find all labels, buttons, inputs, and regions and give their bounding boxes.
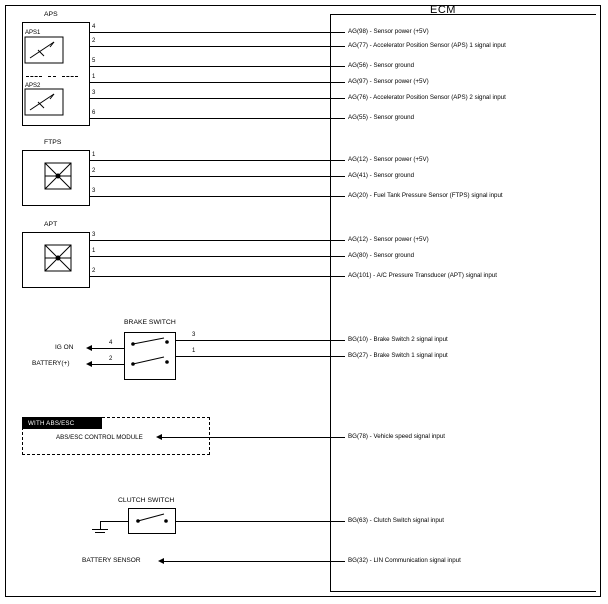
signal-desc-12: Brake Switch 2 signal input <box>373 336 448 343</box>
pin-aps1-5: 5 <box>92 58 96 64</box>
signal-code-3: AG(97) <box>348 78 368 85</box>
signal-label-15: BG(63) - Clutch Switch signal input <box>348 517 444 524</box>
terminal-bg78 <box>340 437 345 438</box>
clutch-ground-bar-1 <box>92 529 108 530</box>
ftps-sensor-symbol <box>44 162 78 194</box>
signal-code-1: AG(77) <box>348 42 368 49</box>
pin-brake-4: 4 <box>109 340 113 346</box>
wire-clutch-left <box>100 521 128 522</box>
terminal-ag20 <box>340 196 345 197</box>
wire-ag20 <box>90 196 340 197</box>
wire-ag56 <box>90 66 340 67</box>
signal-desc-2: Sensor ground <box>373 62 415 69</box>
signal-label-5: AG(55) - Sensor ground <box>348 114 415 121</box>
signal-desc-4: Accelerator Position Sensor (APS) 2 signal input <box>373 94 506 101</box>
ecm-title: ECM <box>430 4 456 16</box>
signal-label-7: AG(41) - Sensor ground <box>348 172 415 179</box>
signal-code-7: AG(41) <box>348 172 368 179</box>
signal-label-8: AG(20) - Fuel Tank Pressure Sensor (FTPS) signal input <box>348 192 503 199</box>
signal-code-11: AG(101) <box>348 272 372 279</box>
signal-desc-13: Brake Switch 1 signal input <box>373 352 448 359</box>
signal-label-16: BG(32) - LIN Communication signal input <box>348 557 461 564</box>
aps-dash-2 <box>48 76 56 77</box>
terminal-ag12-apt <box>340 240 345 241</box>
terminal-ag55 <box>340 118 345 119</box>
terminal-bg63 <box>340 521 345 522</box>
group-label-aps: APS <box>44 11 58 18</box>
label-abs-esc-module: ABS/ESC CONTROL MODULE <box>56 434 143 441</box>
wire-ag12-apt <box>90 240 340 241</box>
wire-bg32 <box>164 561 340 562</box>
pin-apt-3: 3 <box>92 232 96 238</box>
signal-code-10: AG(80) <box>348 252 368 259</box>
label-battery-plus: BATTERY(+) <box>32 360 70 367</box>
aps-dash-1 <box>26 76 42 77</box>
signal-desc-5: Sensor ground <box>373 114 415 121</box>
wire-ag80 <box>90 256 340 257</box>
pin-apt-1: 1 <box>92 248 96 254</box>
wire-ag77 <box>90 46 340 47</box>
signal-label-3: AG(97) - Sensor power (+5V) <box>348 78 429 85</box>
signal-desc-7: Sensor ground <box>373 172 415 179</box>
signal-desc-9: Sensor power (+5V) <box>373 236 429 243</box>
pin-aps2-3: 3 <box>92 90 96 96</box>
signal-desc-11: A/C Pressure Transducer (APT) signal input <box>376 272 497 279</box>
wire-bg10 <box>176 340 340 341</box>
group-label-apt: APT <box>44 221 58 228</box>
pin-ftps-2: 2 <box>92 168 96 174</box>
signal-desc-3: Sensor power (+5V) <box>373 78 429 85</box>
terminal-ag41 <box>340 176 345 177</box>
signal-code-12: BG(10) <box>348 336 368 343</box>
signal-desc-15: Clutch Switch signal input <box>373 517 444 524</box>
signal-code-9: AG(12) <box>348 236 368 243</box>
pin-brake-3: 3 <box>192 332 196 338</box>
signal-label-10: AG(80) - Sensor ground <box>348 252 415 259</box>
signal-label-9: AG(12) - Sensor power (+5V) <box>348 236 429 243</box>
clutch-ground-bar-2 <box>95 532 105 533</box>
wire-bg27 <box>176 356 340 357</box>
terminal-ag97 <box>340 82 345 83</box>
signal-desc-1: Accelerator Position Sensor (APS) 1 signal input <box>373 42 506 49</box>
terminal-ag98 <box>340 32 345 33</box>
pin-brake-1: 1 <box>192 348 196 354</box>
terminal-bg32 <box>340 561 345 562</box>
group-label-brake-switch: BRAKE SWITCH <box>124 319 176 326</box>
group-label-ftps: FTPS <box>44 139 62 146</box>
terminal-ag101 <box>340 276 345 277</box>
signal-desc-8: Fuel Tank Pressure Sensor (FTPS) signal input <box>373 192 503 199</box>
aps-dash-3 <box>62 76 78 77</box>
wire-bg78 <box>162 437 340 438</box>
terminal-ag12-ftps <box>340 160 345 161</box>
arrow-ig-on <box>86 345 92 351</box>
pin-ftps-1: 1 <box>92 152 96 158</box>
signal-code-15: BG(63) <box>348 517 368 524</box>
terminal-ag80 <box>340 256 345 257</box>
signal-code-0: AG(98) <box>348 28 368 35</box>
signal-label-0: AG(98) - Sensor power (+5V) <box>348 28 429 35</box>
pin-ftps-3: 3 <box>92 188 96 194</box>
terminal-ag76 <box>340 98 345 99</box>
wire-ag55 <box>90 118 340 119</box>
aps2-sensor-symbol <box>24 88 76 118</box>
wire-bg63 <box>176 521 340 522</box>
brake-switch-symbol <box>124 332 176 380</box>
signal-code-16: BG(32) <box>348 557 368 564</box>
arrow-battery-plus <box>86 361 92 367</box>
wire-ag41 <box>90 176 340 177</box>
signal-desc-14: Vehicle speed signal input <box>373 433 446 440</box>
terminal-ag56 <box>340 66 345 67</box>
signal-code-14: BG(78) <box>348 433 368 440</box>
pin-aps2-1: 1 <box>92 74 96 80</box>
pin-aps2-6: 6 <box>92 110 96 116</box>
signal-label-1: AG(77) - Accelerator Position Sensor (APS) 1 signal input <box>348 42 506 49</box>
signal-code-6: AG(12) <box>348 156 368 163</box>
signal-code-8: AG(20) <box>348 192 368 199</box>
clutch-switch-symbol <box>128 508 176 534</box>
signal-code-5: AG(55) <box>348 114 368 121</box>
signal-label-13: BG(27) - Brake Switch 1 signal input <box>348 352 448 359</box>
label-battery-sensor: BATTERY SENSOR <box>82 557 141 564</box>
wire-ig-on <box>92 348 124 349</box>
apt-sensor-symbol <box>44 244 78 276</box>
wire-battery-plus <box>92 364 124 365</box>
wire-clutch-ground-stem <box>100 521 101 529</box>
signal-label-6: AG(12) - Sensor power (+5V) <box>348 156 429 163</box>
group-label-clutch-switch: CLUTCH SWITCH <box>118 497 175 504</box>
signal-desc-10: Sensor ground <box>373 252 415 259</box>
signal-label-4: AG(76) - Accelerator Position Sensor (APS) 2 signal input <box>348 94 506 101</box>
signal-desc-16: LIN Communication signal input <box>373 557 461 564</box>
signal-code-2: AG(56) <box>348 62 368 69</box>
wire-ag12-ftps <box>90 160 340 161</box>
group-label-aps1: APS1 <box>25 30 41 36</box>
wire-ag76 <box>90 98 340 99</box>
signal-label-2: AG(56) - Sensor ground <box>348 62 415 69</box>
pin-aps1-2: 2 <box>92 38 96 44</box>
terminal-bg10 <box>340 340 345 341</box>
signal-label-14: BG(78) - Vehicle speed signal input <box>348 433 446 440</box>
terminal-bg27 <box>340 356 345 357</box>
pin-apt-2: 2 <box>92 268 96 274</box>
signal-label-12: BG(10) - Brake Switch 2 signal input <box>348 336 448 343</box>
label-ig-on: IG ON <box>55 344 74 351</box>
wire-ag97 <box>90 82 340 83</box>
wire-ag101 <box>90 276 340 277</box>
signal-label-11: AG(101) - A/C Pressure Transducer (APT) signal input <box>348 272 497 279</box>
wire-ag98 <box>90 32 340 33</box>
pin-brake-2: 2 <box>109 356 113 362</box>
aps1-sensor-symbol <box>24 36 76 66</box>
signal-code-13: BG(27) <box>348 352 368 359</box>
signal-desc-6: Sensor power (+5V) <box>373 156 429 163</box>
signal-code-4: AG(76) <box>348 94 368 101</box>
group-label-aps2: APS2 <box>25 83 41 89</box>
signal-desc-0: Sensor power (+5V) <box>373 28 429 35</box>
pin-aps1-4: 4 <box>92 24 96 30</box>
with-abs-esc-banner: WITH ABS/ESC <box>22 417 102 429</box>
terminal-ag77 <box>340 46 345 47</box>
